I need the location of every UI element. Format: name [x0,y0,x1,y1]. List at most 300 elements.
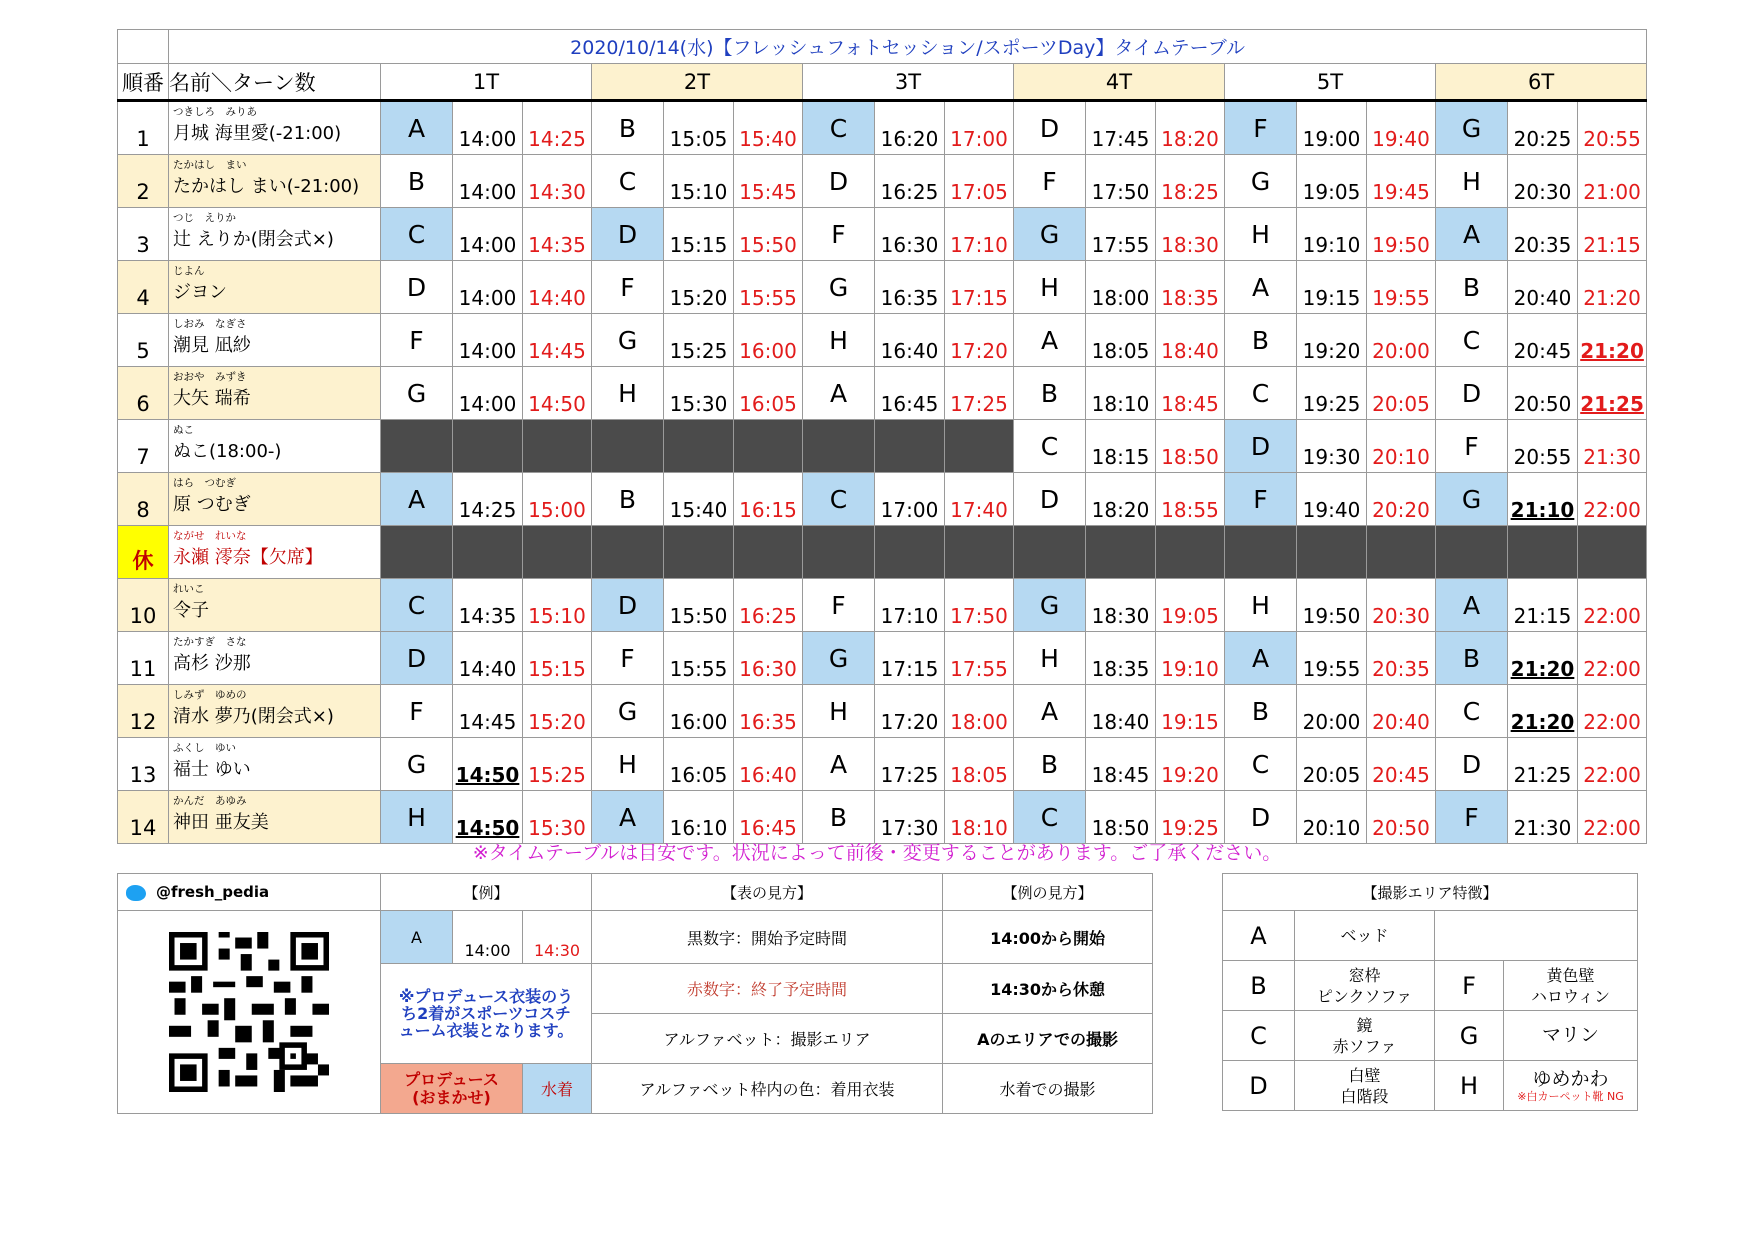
start-time: 15:15 [664,208,734,261]
start-time: 16:45 [875,367,945,420]
start-time: 21:25 [1508,738,1578,791]
blocked-slot [1225,526,1297,579]
performer-kana: ぬこ [173,424,194,436]
performer-name: 大矢 瑞希 [173,388,251,409]
start-time: 19:20 [1297,314,1367,367]
timetable [117,29,1647,844]
area-letter: F [803,579,875,632]
twitter-handle[interactable] [118,874,381,911]
end-time: 16:05 [734,367,803,420]
area-letter: B [381,155,453,208]
row-number: 11 [118,632,169,685]
start-time: 14:00 [453,101,523,155]
blocked-slot [734,420,803,473]
costume-note: ※プロデュース衣装のうち2着がスポーツコスチューム衣装となります。 [381,964,592,1064]
end-time: 20:00 [1367,314,1436,367]
produce-costume-label: プロデュース(おまかせ) [381,1064,523,1114]
area-letter: D [1223,1061,1295,1111]
area-desc: ゆめかわ [1532,1067,1609,1090]
performer-kana: はら つむぎ [173,477,236,489]
schedule-row [118,208,1647,261]
corner-cell [118,30,169,64]
performer-cell [169,314,381,367]
name-header: 名前＼ターン数 [169,64,381,101]
area-letter: G [381,738,453,791]
end-time: 19:10 [1156,632,1225,685]
legend-example: 14:00から開始 [943,911,1153,964]
legend-how: 赤数字：終了予定時間 [592,964,943,1014]
performer-kana: かんだ あゆみ [173,795,247,807]
blocked-slot [453,420,523,473]
start-time: 18:30 [1086,579,1156,632]
area-desc: マリン [1504,1011,1638,1061]
blocked-slot [875,526,945,579]
end-time: 16:15 [734,473,803,526]
end-time: 15:30 [523,791,592,844]
start-time: 21:15 [1508,579,1578,632]
area-letter: A [1436,208,1508,261]
schedule-row [118,261,1647,314]
end-time: 15:45 [734,155,803,208]
row-number: 休 [118,526,169,579]
performer-kana: ながせ れいな [173,530,247,542]
start-time: 16:35 [875,261,945,314]
performer-name: 月城 海里愛(-21:00) [173,123,342,144]
area-letter: G [1435,1011,1504,1061]
blocked-slot [1508,526,1578,579]
area-letter: G [592,685,664,738]
example-start: 14:00 [453,911,523,964]
schedule-row [118,632,1647,685]
blocked-slot [1436,526,1508,579]
row-number: 6 [118,367,169,420]
area-letter: G [803,261,875,314]
blocked-slot [592,526,664,579]
example-end: 14:30 [523,911,592,964]
end-time: 15:10 [523,579,592,632]
area-letter: A [381,101,453,155]
legend-example: Aのエリアでの撮影 [943,1014,1153,1064]
performer-name: 潮見 凪紗 [173,335,251,356]
area-letter: C [803,101,875,155]
row-number: 3 [118,208,169,261]
end-time: 17:25 [945,367,1014,420]
end-time: 20:50 [1367,791,1436,844]
performer-name: 清水 夢乃(閉会式×) [173,706,334,727]
area-letter: H [803,314,875,367]
start-time: 17:20 [875,685,945,738]
end-time: 19:55 [1367,261,1436,314]
area-letter: H [1225,579,1297,632]
start-time: 16:20 [875,101,945,155]
area-desc: ベッド [1295,911,1435,961]
end-time: 20:05 [1367,367,1436,420]
turn-header: 3T [803,64,1014,101]
end-time: 18:40 [1156,314,1225,367]
performer-name: 福士 ゆい [173,759,251,780]
area-letter: B [1014,738,1086,791]
page-title: 2020/10/14(水)【フレッシュフォトセッション/スポーツDay】タイムテーブル [169,30,1647,64]
legend-how: アルファベット：撮影エリア [592,1014,943,1064]
blocked-slot [734,526,803,579]
area-letter: D [1014,101,1086,155]
end-time: 14:25 [523,101,592,155]
blocked-slot [664,420,734,473]
area-desc: 黄色壁 ハロウィン [1504,961,1638,1011]
performer-kana: つきしろ みりあ [173,106,257,118]
schedule-row [118,791,1647,844]
end-time: 17:00 [945,101,1014,155]
end-time: 14:50 [523,367,592,420]
start-time: 19:30 [1297,420,1367,473]
area-letter: C [1223,1011,1295,1061]
row-number: 4 [118,261,169,314]
start-time: 21:20 [1508,685,1578,738]
end-time: 16:40 [734,738,803,791]
end-time: 15:40 [734,101,803,155]
area-letter: F [1436,420,1508,473]
start-time: 20:05 [1297,738,1367,791]
performer-kana: しおみ なぎさ [173,318,247,330]
area-empty [1435,911,1638,961]
end-time: 18:10 [945,791,1014,844]
blocked-slot [803,420,875,473]
start-time: 17:50 [1086,155,1156,208]
area-letter: D [1225,791,1297,844]
area-letter: G [592,314,664,367]
end-time: 20:30 [1367,579,1436,632]
area-letter: D [1436,367,1508,420]
end-time: 17:40 [945,473,1014,526]
qr-code-icon [169,932,329,1092]
area-letter: C [1014,791,1086,844]
start-time: 15:55 [664,632,734,685]
blocked-slot [945,420,1014,473]
area-letter: H [1014,632,1086,685]
area-desc: 鏡 赤ソファ [1295,1011,1435,1061]
area-letter: H [1435,1061,1504,1111]
start-time: 15:25 [664,314,734,367]
area-letter: A [1014,685,1086,738]
area-letter: D [381,261,453,314]
end-time: 14:40 [523,261,592,314]
area-letter: A [592,791,664,844]
legend-example: 水着での撮影 [943,1064,1153,1114]
start-time: 17:00 [875,473,945,526]
start-time: 16:05 [664,738,734,791]
area-letter: G [803,632,875,685]
start-time: 19:10 [1297,208,1367,261]
area-letter: H [592,367,664,420]
end-time: 18:55 [1156,473,1225,526]
area-letter: C [803,473,875,526]
performer-cell [169,261,381,314]
start-time: 15:50 [664,579,734,632]
start-time: 18:05 [1086,314,1156,367]
start-time: 20:55 [1508,420,1578,473]
area-letter: H [1014,261,1086,314]
area-letter: F [1435,961,1504,1011]
area-letter: F [381,314,453,367]
start-time: 21:20 [1508,632,1578,685]
how-to-read-title: 【表の見方】 [592,874,943,911]
start-time: 19:05 [1297,155,1367,208]
area-letter: C [1225,367,1297,420]
start-time: 14:50 [453,791,523,844]
end-time: 17:20 [945,314,1014,367]
row-number: 10 [118,579,169,632]
row-number: 5 [118,314,169,367]
performer-cell [169,791,381,844]
schedule-row [118,367,1647,420]
end-time: 18:05 [945,738,1014,791]
performer-kana: つじ えりか [173,212,236,224]
order-header: 順番 [118,64,169,101]
end-time: 14:35 [523,208,592,261]
area-letter: A [803,738,875,791]
end-time: 14:45 [523,314,592,367]
schedule-row [118,420,1647,473]
start-time: 16:25 [875,155,945,208]
start-time: 21:10 [1508,473,1578,526]
end-time: 18:50 [1156,420,1225,473]
shooting-area-table [1222,873,1638,1111]
blocked-slot [664,526,734,579]
end-time: 19:20 [1156,738,1225,791]
area-letter: D [803,155,875,208]
schedule-row [118,473,1647,526]
area-letter: G [381,367,453,420]
blocked-slot [945,526,1014,579]
legend-table [117,873,1153,1114]
area-letter: B [1225,685,1297,738]
start-time: 17:55 [1086,208,1156,261]
area-letter: C [1225,738,1297,791]
start-time: 15:40 [664,473,734,526]
twitter-icon [126,885,146,901]
blocked-slot [453,526,523,579]
start-time: 14:00 [453,208,523,261]
area-letter: A [803,367,875,420]
schedule-row [118,738,1647,791]
area-letter: B [1225,314,1297,367]
example-read-title: 【例の見方】 [943,874,1153,911]
end-time: 18:30 [1156,208,1225,261]
area-letter: F [1014,155,1086,208]
start-time: 17:45 [1086,101,1156,155]
start-time: 19:00 [1297,101,1367,155]
end-time: 21:25 [1578,367,1647,420]
performer-name: 辻 えりか(閉会式×) [173,229,334,250]
blocked-slot [523,526,592,579]
start-time: 18:45 [1086,738,1156,791]
row-number: 12 [118,685,169,738]
end-time: 22:00 [1578,579,1647,632]
end-time: 21:30 [1578,420,1647,473]
blocked-slot [523,420,592,473]
schedule-row [118,685,1647,738]
start-time: 14:45 [453,685,523,738]
start-time: 19:25 [1297,367,1367,420]
performer-name: 永瀬 澪奈【欠席】 [173,547,323,568]
area-letter: F [592,632,664,685]
start-time: 20:00 [1297,685,1367,738]
performer-name: 高杉 沙那 [173,653,251,674]
area-letter: D [1436,738,1508,791]
start-time: 16:40 [875,314,945,367]
absent-row [118,526,1647,579]
end-time: 16:25 [734,579,803,632]
start-time: 17:15 [875,632,945,685]
area-letter: H [1436,155,1508,208]
qr-code-cell [118,911,381,1114]
area-ng-note: ※白カーペット靴 NG [1517,1089,1624,1103]
area-letter: D [592,208,664,261]
area-letter: F [592,261,664,314]
performer-cell [169,101,381,155]
end-time: 17:50 [945,579,1014,632]
end-time: 20:20 [1367,473,1436,526]
legend-how: 黒数字：開始予定時間 [592,911,943,964]
area-letter: H [1225,208,1297,261]
start-time: 20:50 [1508,367,1578,420]
start-time: 16:30 [875,208,945,261]
end-time: 19:40 [1367,101,1436,155]
start-time: 15:20 [664,261,734,314]
area-letter: B [1223,961,1295,1011]
start-time: 16:00 [664,685,734,738]
performer-cell [169,526,381,579]
start-time: 20:40 [1508,261,1578,314]
start-time: 18:50 [1086,791,1156,844]
end-time: 20:10 [1367,420,1436,473]
area-letter: F [1225,473,1297,526]
end-time: 15:15 [523,632,592,685]
end-time: 21:00 [1578,155,1647,208]
blocked-slot [592,420,664,473]
start-time: 18:40 [1086,685,1156,738]
area-desc: 窓枠 ピンクソファ [1295,961,1435,1011]
performer-kana: たかすぎ さな [173,636,247,648]
end-time: 20:45 [1367,738,1436,791]
row-number: 8 [118,473,169,526]
schedule-row [118,579,1647,632]
performer-cell [169,420,381,473]
blocked-slot [1156,526,1225,579]
start-time: 19:40 [1297,473,1367,526]
performer-cell [169,738,381,791]
area-letter: C [592,155,664,208]
area-letter: A [1225,632,1297,685]
performer-cell [169,685,381,738]
start-time: 20:25 [1508,101,1578,155]
start-time: 17:25 [875,738,945,791]
performer-name: 令子 [173,600,209,621]
performer-kana: たかはし まい [173,159,247,171]
end-time: 22:00 [1578,791,1647,844]
end-time: 15:20 [523,685,592,738]
start-time: 14:40 [453,632,523,685]
area-letter: G [1014,579,1086,632]
area-letter: B [1436,632,1508,685]
start-time: 15:10 [664,155,734,208]
swimsuit-label: 水着 [523,1064,592,1114]
end-time: 21:20 [1578,261,1647,314]
area-letter: A [1225,261,1297,314]
area-letter: C [381,208,453,261]
blocked-slot [1014,526,1086,579]
area-letter: D [1014,473,1086,526]
area-desc-cell [1504,1061,1638,1111]
performer-cell [169,473,381,526]
performer-name: ぬこ(18:00-) [173,441,282,462]
end-time: 18:25 [1156,155,1225,208]
area-letter: G [1225,155,1297,208]
row-number: 14 [118,791,169,844]
area-letter: H [803,685,875,738]
end-time: 19:25 [1156,791,1225,844]
area-letter: F [1436,791,1508,844]
end-time: 16:35 [734,685,803,738]
legend-how: アルファベット枠内の色：着用衣装 [592,1064,943,1114]
end-time: 15:00 [523,473,592,526]
end-time: 20:40 [1367,685,1436,738]
area-letter: D [592,579,664,632]
performer-name: たかはし まい(-21:00) [173,176,360,197]
end-time: 19:50 [1367,208,1436,261]
turn-header: 6T [1436,64,1647,101]
end-time: 20:55 [1578,101,1647,155]
turn-header: 4T [1014,64,1225,101]
end-time: 18:35 [1156,261,1225,314]
start-time: 17:30 [875,791,945,844]
end-time: 19:05 [1156,579,1225,632]
area-letter: A [1014,314,1086,367]
header-row [118,64,1647,101]
start-time: 14:00 [453,155,523,208]
end-time: 16:00 [734,314,803,367]
start-time: 18:10 [1086,367,1156,420]
performer-cell [169,208,381,261]
legend-example: 14:30から休憩 [943,964,1153,1014]
schedule-row [118,155,1647,208]
turn-header: 1T [381,64,592,101]
performer-cell [169,367,381,420]
end-time: 17:05 [945,155,1014,208]
end-time: 17:10 [945,208,1014,261]
area-letter: B [1014,367,1086,420]
end-time: 19:15 [1156,685,1225,738]
start-time: 14:00 [453,314,523,367]
start-time: 14:00 [453,367,523,420]
performer-kana: じよん [173,265,205,277]
performer-kana: れいこ [173,583,205,595]
start-time: 20:30 [1508,155,1578,208]
disclaimer-note: ※タイムテーブルは目安です。状況によって前後・変更することがあります。ご了承ください。 [472,842,1282,864]
area-letter: F [1225,101,1297,155]
end-time: 20:35 [1367,632,1436,685]
blocked-slot [381,526,453,579]
row-number: 7 [118,420,169,473]
performer-cell [169,632,381,685]
area-letter: F [803,208,875,261]
end-time: 17:55 [945,632,1014,685]
start-time: 19:55 [1297,632,1367,685]
start-time: 14:50 [453,738,523,791]
area-letter: B [1436,261,1508,314]
end-time: 14:30 [523,155,592,208]
blocked-slot [1297,526,1367,579]
